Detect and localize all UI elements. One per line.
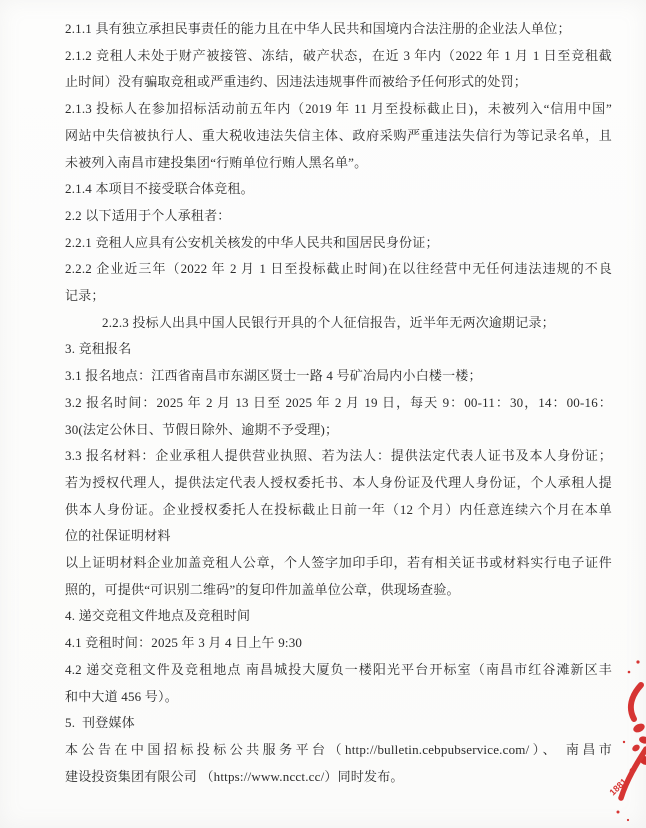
- seal-fragment: [617, 811, 620, 814]
- seal-fragment: [636, 660, 639, 663]
- document-line: 若为授权代理人，提供法定代表人授权委托书、本人身份证及代理人身份证，个人承租人提: [65, 474, 612, 490]
- document-line: 本公告在中国招标投标公共服务平台（http://bulletin.cebpubservice.com/）、 南昌市: [65, 741, 612, 757]
- seal-fragment: [638, 735, 646, 744]
- seal-digits: 1881: [607, 776, 629, 798]
- document-line: 4.1 竞租时间：2025 年 3 月 4 日上午 9:30: [65, 635, 303, 651]
- seal-fragment: [623, 741, 625, 743]
- document-line: 4. 递交竞租文件地点及竞租时间: [65, 608, 251, 624]
- document-line: 2.2.2 企业近三年（2022 年 2 月 1 日至投标截止时间)在以往经营中无任何违法违规的不良: [65, 261, 612, 277]
- document-line: 2.1.1 具有独立承担民事责任的能力且在中华人民共和国境内合法注册的企业法人单位；: [65, 21, 571, 36]
- document-line: 5. 刊登媒体: [65, 715, 135, 731]
- document-line: 建设投资集团有限公司 （https://www.ncct.cc/）同时发布。: [65, 768, 404, 784]
- seal-fragment: [628, 671, 631, 674]
- document-line: 3.2 报名时间：2025 年 2 月 13 日至 2025 年 2 月 19 日，每天 9：00-11：30，14：00-16：: [65, 394, 612, 410]
- document-line: 2.1.4 本项目不接受联合体竞租。: [65, 181, 254, 197]
- document-line: 2.2.3 投标人出具中国人民银行开具的个人征信报告，近半年无两次逾期记录；: [102, 314, 555, 330]
- seal-fragment: [631, 743, 641, 753]
- document-line: 供本人身份证。企业授权委托人在投标截止日前一年（12 个月）内任意连续六个月在本单: [65, 501, 612, 517]
- seal-fragment: [631, 685, 641, 719]
- seal-graphic: [607, 660, 646, 821]
- document-line: 照的，可提供“可识别二维码”的复印件加盖单位公章，供现场查验。: [65, 581, 460, 597]
- document-line: 4.2 递交竞租文件及竞租地点 南昌城投大厦负一楼阳光平台开标室（南昌市红谷滩新区丰: [65, 661, 612, 677]
- document-line: 3.3 报名材料：企业承租人提供营业执照、若为法人：提供法定代表人证书及本人身份证；: [65, 448, 612, 464]
- document-line: 2.2 以下适用于个人承租者：: [65, 207, 231, 223]
- document-line: 记录；: [65, 288, 105, 304]
- document-lines: [65, 16, 612, 790]
- document-line: 位的社保证明材料: [65, 528, 171, 544]
- document-line: 3. 竞租报名: [65, 341, 132, 357]
- document-line: 和中大道 456 号）。: [65, 688, 178, 704]
- document-line: 2.1.2 竞租人未处于财产被接管、冻结，破产状态，在近 3 年内（2022 年 1 月 1 日至竞租截: [65, 47, 612, 63]
- document-line: 止时间）没有骗取竞租或严重违约、因违法违规事件而被给予任何形式的处罚；: [65, 74, 528, 90]
- official-seal: [606, 652, 646, 828]
- document-line: 30(法定公休日、节假日除外、逾期不予受理)；: [65, 421, 339, 437]
- document-line: 以上证明材料企业加盖竞租人公章，个人签字加印手印，若有相关证书或材料实行电子证件: [65, 555, 612, 571]
- document-line: 2.1.3 投标人在参加招标活动前五年内（2019 年 11 月至投标截止日)，未被列入“信用中国”: [65, 101, 612, 117]
- seal-fragment: [632, 722, 646, 734]
- seal-ring-arc: [621, 749, 646, 798]
- document-line: 3.1 报名地点：江西省南昌市东湖区贤士一路 4 号矿冶局内小白楼一楼；: [65, 368, 482, 384]
- document-line: 网站中失信被执行人、重大税收违法失信主体、政府采购严重违法失信行为等记录名单，且: [65, 127, 612, 143]
- document-line: 未被列入南昌市建投集团“行贿单位行贿人黑名单”。: [65, 154, 368, 170]
- seal-fragment: [627, 819, 629, 821]
- document-line: 2.2.1 竞租人应具有公安机关核发的中华人民共和国居民身份证；: [65, 234, 439, 250]
